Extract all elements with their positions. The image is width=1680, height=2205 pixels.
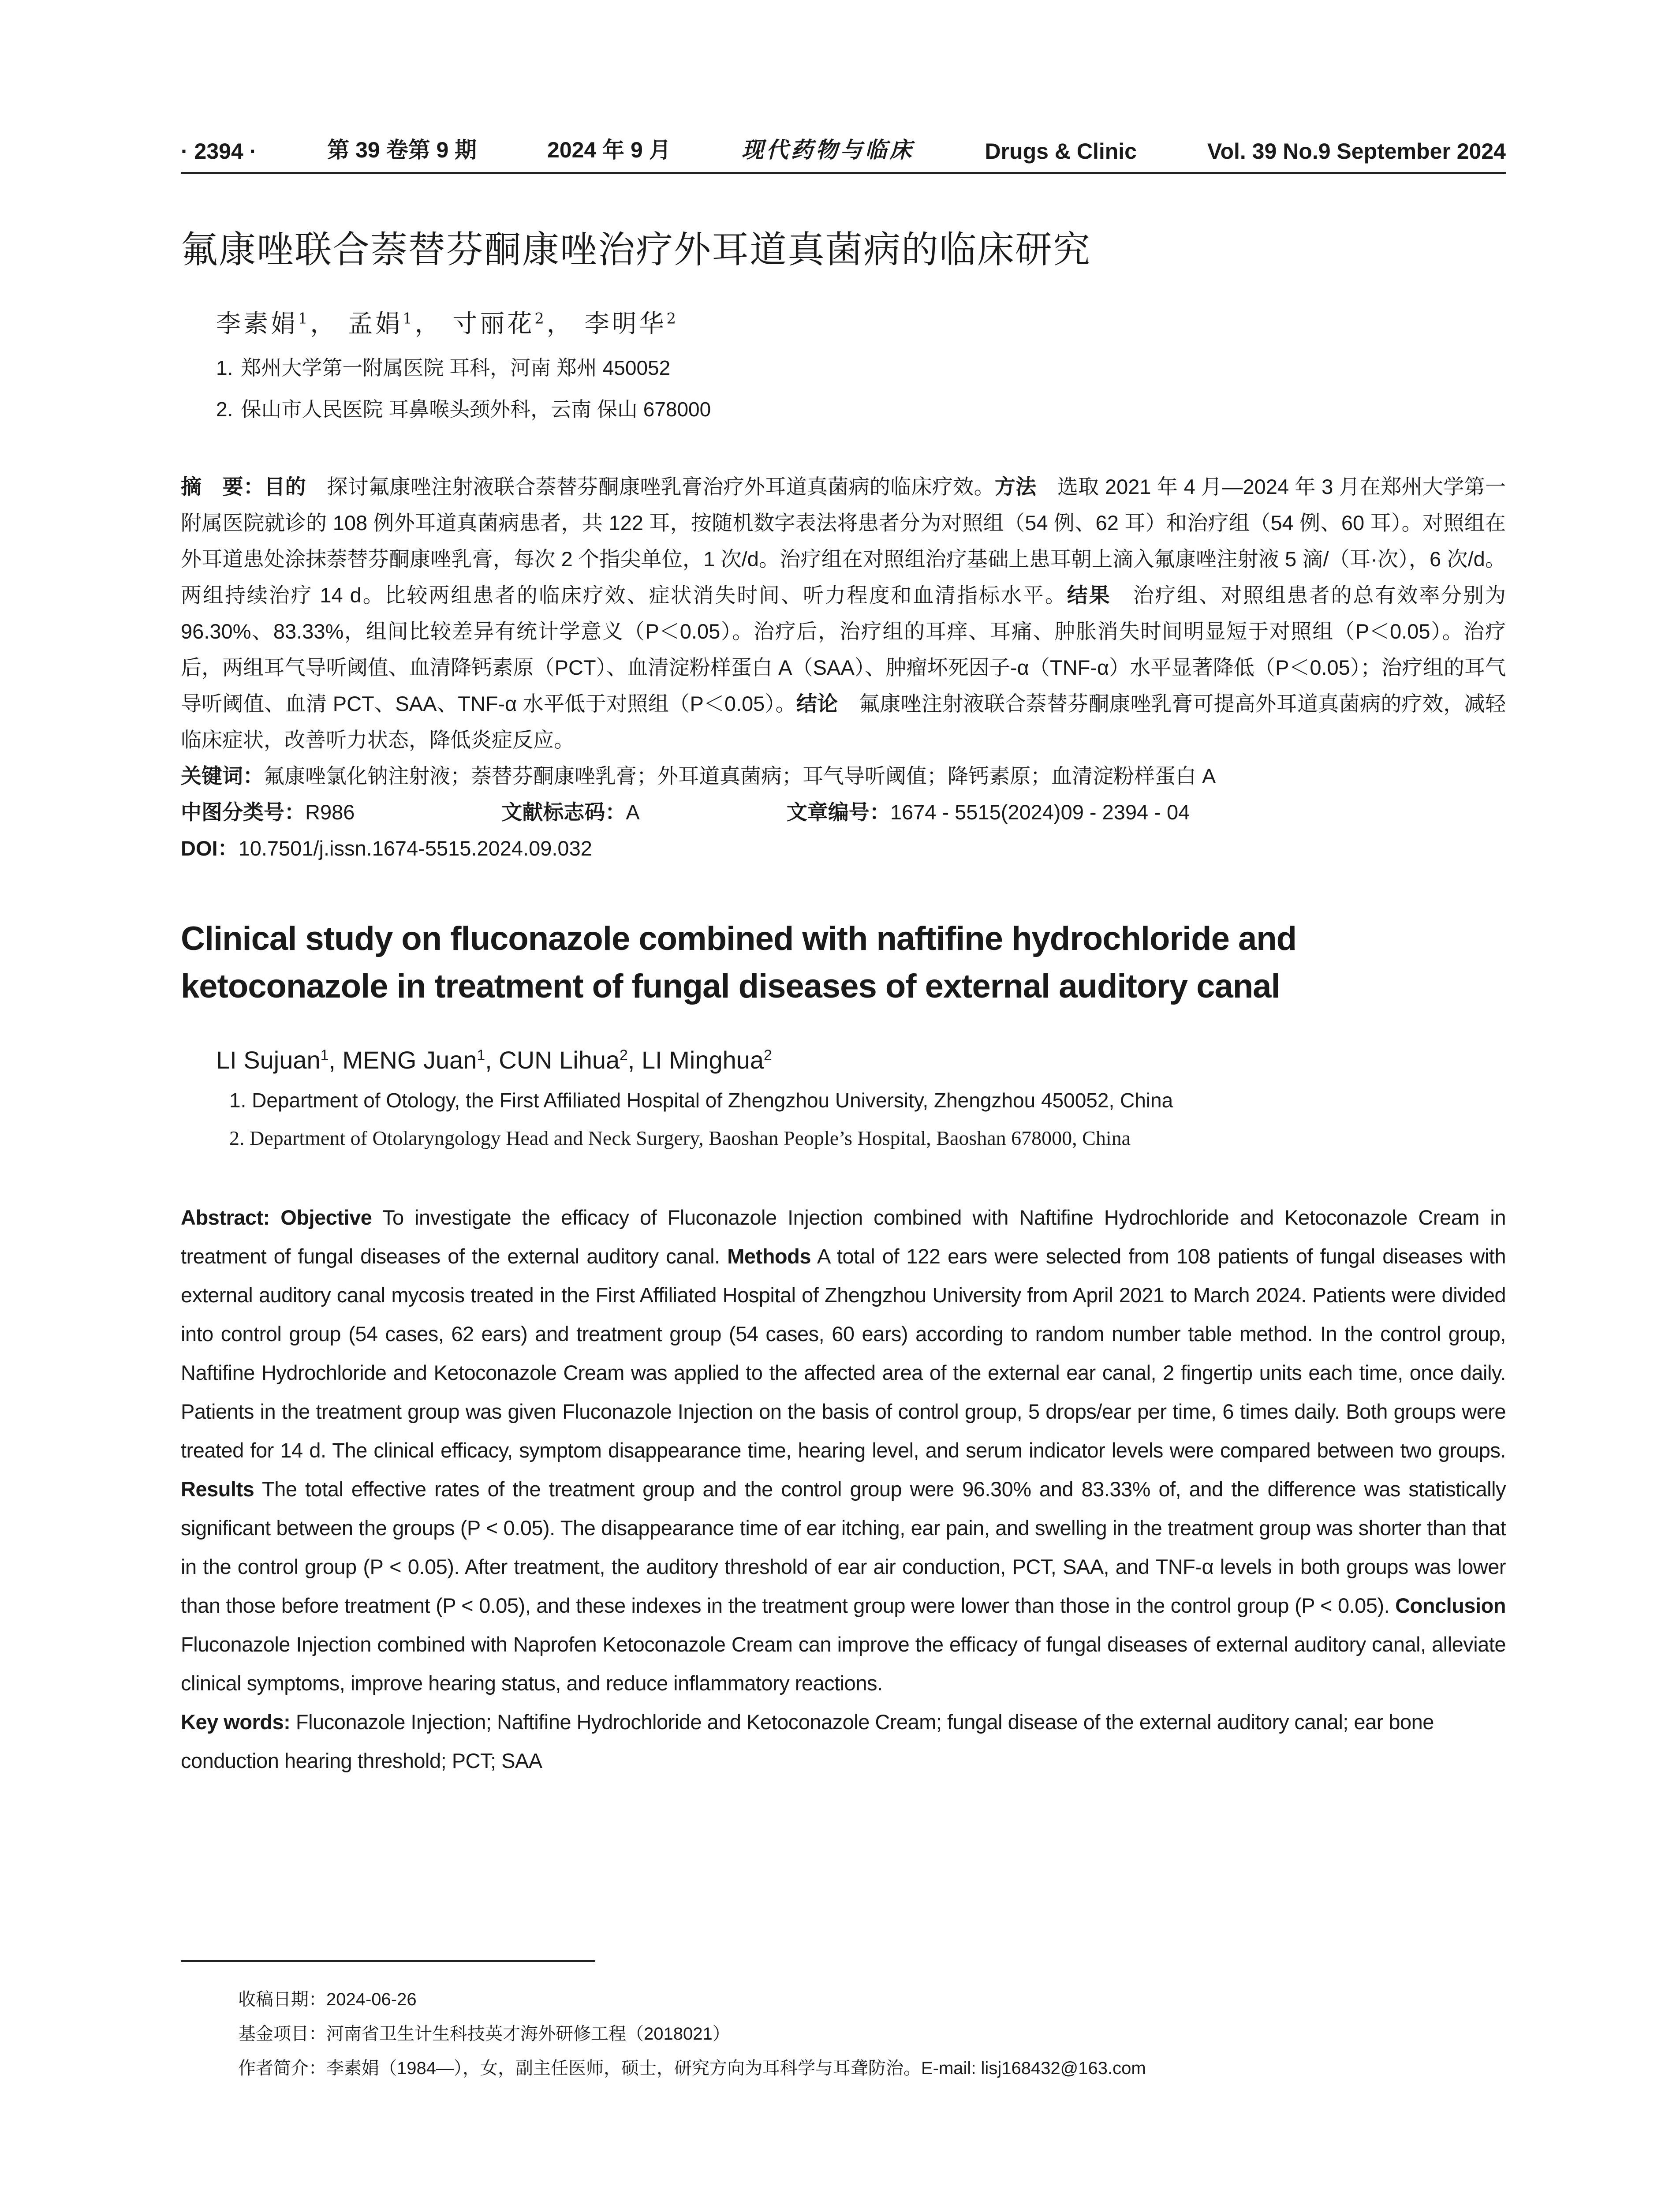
author: 孟娟$^1$ bbox=[348, 310, 415, 338]
doi: 10.7501/j.issn.1674-5515.2024.09.032 bbox=[238, 837, 592, 860]
journal-name-en: Drugs & Clinic bbox=[985, 139, 1137, 164]
affiliation-cn-1: 1. 郑州大学第一附属医院 耳科，河南 郑州 450052 bbox=[216, 356, 671, 379]
author: 寸丽花$^2$ bbox=[452, 310, 547, 338]
authors-en: LI Sujuan$^1$, MENG Juan$^1$, CUN Lihua$^2$, LI Minghua$^2$ bbox=[216, 1046, 772, 1074]
doi-line: DOI：10.7501/j.issn.1674-5515.2024.09.032 bbox=[181, 837, 592, 860]
author-bio: 作者简介：李素娟（1984—），女，副主任医师，硕士，研究方向为耳科学与耳聋防治。E-mail: lisj168432@163.com bbox=[238, 2059, 1146, 2078]
fund-note: 基金项目：河南省卫生计生科技英才海外研修工程（2018021） bbox=[238, 2024, 730, 2044]
volume-cn: 第 39 卷第 9 期 bbox=[327, 138, 477, 162]
authors-cn: 李素娟$^1$， 孟娟$^1$， 寸丽花$^2$， 李明华$^2$ bbox=[216, 310, 679, 338]
page-number: · 2394 · bbox=[181, 139, 257, 164]
keywords-en: Key words: Fluconazole Injection; Naftifine Hydrochloride and Ketoconazole Cream; fungal disease of the external auditory canal; ear bone conduction hearing threshold; PCT; SAA bbox=[181, 1710, 1434, 1772]
journal-name-cn: 现代药物与临床 bbox=[741, 137, 915, 163]
date-cn: 2024 年 9 月 bbox=[547, 138, 671, 162]
title-cn: 氟康唑联合萘替芬酮康唑治疗外耳道真菌病的临床研究 bbox=[181, 229, 1091, 270]
footnote-divider bbox=[181, 1960, 595, 1962]
received-date: 收稿日期：2024-06-26 bbox=[238, 1990, 417, 2009]
running-header bbox=[181, 132, 1506, 174]
affiliation-cn-2: 2. 保山市人民医院 耳鼻喉头颈外科，云南 保山 678000 bbox=[216, 398, 711, 421]
classification-line: 中图分类号：R986 文献标志码：A 文章编号：1674 - 5515(2024)09 - 2394 - 04 bbox=[181, 800, 1190, 824]
title-en: Clinical study on fluconazole combined with naftifine hydrochloride and ketoconazole in treatment of fungal diseases of external auditory canal bbox=[181, 920, 1297, 1005]
author: 李素娟$^1$ bbox=[216, 310, 310, 338]
author: 李明华$^2$ bbox=[584, 310, 679, 338]
affiliation-en-1: 1. Department of Otology, the First Affiliated Hospital of Zhengzhou University, Zhengzhou 450052, China bbox=[229, 1089, 1173, 1112]
paper-page bbox=[181, 132, 1506, 1780]
abstract-cn: 摘 要：目的 探讨氟康唑注射液联合萘替芬酮康唑乳膏治疗外耳道真菌病的临床疗效。方法 选取 2021 年 4 月—2024 年 3 月在郑州大学第一附属医院就诊的 108 例外耳道真菌病患者，共 122 耳，按随机数字表法将患者分为对照组（54 例、62 耳）和治疗组（54 例、60 耳）。对照组在外耳道患处涂抹萘替芬酮康唑乳膏，每次 2 个指尖单位，1 次/d。治疗组在对照组治疗基础上患耳朝上滴入氟康唑注射液 5 滴/（耳·次），6 次/d。两组持续治疗 14 d。比较两组患者的临床疗效、症状消失时间、听力程度和血清指标水平。结果 治疗组、对照组患者的总有效率分别为 96.30%、83.33%，组间比较差异有统计学意义（P＜0.05）。治疗后，治疗组的耳痒、耳痛、肿胀消失时间明显短于对照组（P＜0.05）。治疗后，两组耳气导听阈值、血清降钙素原（PCT）、血清淀粉样蛋白 A（SAA）、肿瘤坏死因子-α（TNF-α）水平显著降低（P＜0.05）；治疗组的耳气导听阈值、血清 PCT、SAA、TNF-α 水平低于对照组（P＜0.05）。结论 氟康唑注射液联合萘替芬酮康唑乳膏可提高外耳道真菌病的疗效，减轻临床症状，改善听力状态，降低炎症反应。 bbox=[181, 475, 1506, 751]
abstract-en: Abstract: Objective To investigate the efficacy of Fluconazole Injection combined with Naftifine Hydrochloride and Ketoconazole Cream in treatment of fungal diseases of the external auditory canal. Methods A total of 122 ears were selected from 108 patients of fungal diseases with external auditory canal mycosis treated in the First Affiliated Hospital of Zhengzhou University from April 2021 to March 2024. Patients were divided into control group (54 cases, 62 ears) and treatment group (54 cases, 60 ears) according to random number table method. In the control group, Naftifine Hydrochloride and Ketoconazole Cream was applied to the affected area of the external ear canal, 2 fingertip units each time, once daily. Patients in the treatment group was given Fluconazole Injection on the basis of control group, 5 drops/ear per time, 6 times daily. Both groups were treated for 14 d. The clinical efficacy, symptom disappearance time, hearing level, and serum indicator levels were compared between two groups. Results The total effective rates of the treatment group and the control group were 96.30% and 83.33% of, and the difference was statistically significant between the groups (P < 0.05). The disappearance time of ear itching, ear pain, and swelling in the treatment group was shorter than that in the control group (P < 0.05). After treatment, the auditory threshold of ear air conduction, PCT, SAA, and TNF-α levels in both groups was lower than those before treatment (P < 0.05), and these indexes in the treatment group were lower than those in the control group (P < 0.05). Conclusion Fluconazole Injection combined with Naprofen Ketoconazole Cream can improve the efficacy of fungal diseases of external auditory canal, alleviate clinical symptoms, improve hearing status, and reduce inflammatory reactions. bbox=[181, 1206, 1506, 1695]
volume-en: Vol. 39 No.9 September 2024 bbox=[1207, 139, 1506, 164]
footnotes bbox=[238, 1982, 1146, 2085]
affiliation-en-2: 2. Department of Otolaryngology Head and Neck Surgery, Baoshan People’s Hospital, Baoshan 678000, China bbox=[229, 1127, 1131, 1149]
keywords-cn: 关键词：氟康唑氯化钠注射液；萘替芬酮康唑乳膏；外耳道真菌病；耳气导听阈值；降钙素原；血清淀粉样蛋白 A bbox=[181, 764, 1216, 788]
